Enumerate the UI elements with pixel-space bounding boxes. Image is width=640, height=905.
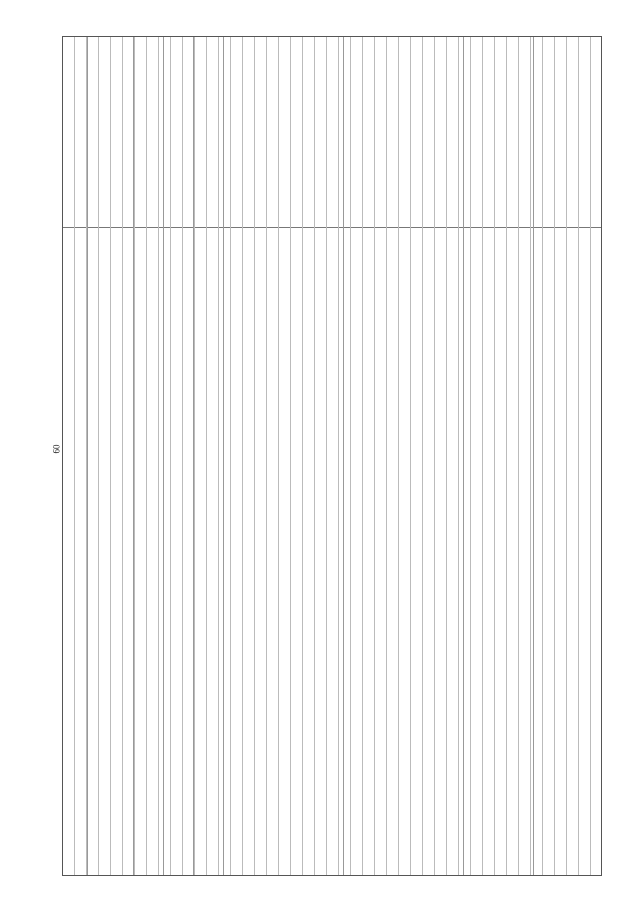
budget-table	[62, 36, 602, 876]
table-column-rule	[193, 37, 194, 875]
table-column-rule	[533, 37, 534, 875]
page-number: 60	[51, 444, 62, 454]
table-column-rule	[343, 37, 344, 875]
table-column-rule	[463, 37, 464, 875]
table-column-rule	[163, 37, 164, 875]
table-column-rule	[87, 37, 88, 875]
table-column-rule	[223, 37, 224, 875]
table-column-rule	[133, 37, 134, 875]
